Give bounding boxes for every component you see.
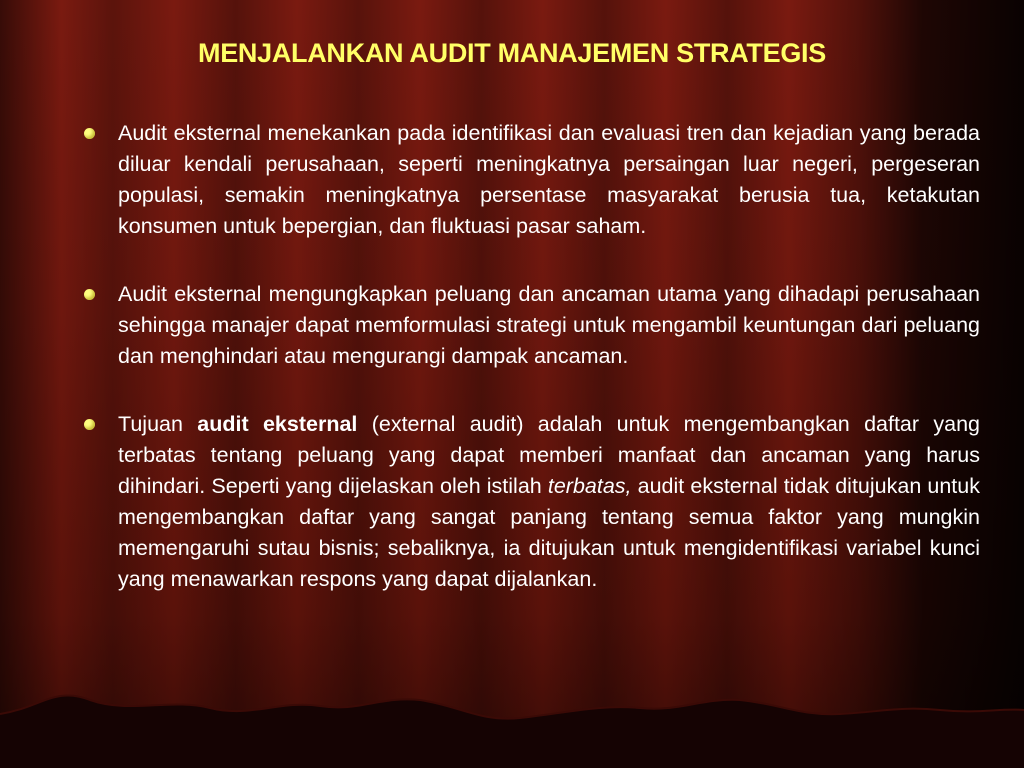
bullet-dot-icon	[84, 419, 95, 430]
bullet-text: Audit eksternal mengungkapkan peluang dan ancaman utama yang dihadapi perusahaan sehingga manajer dapat memformulasi strategi untuk mengambil keuntungan dari peluang dan menghindari atau mengurangi dampak ancaman.	[118, 282, 980, 368]
bullet-text-bold: audit eksternal	[197, 412, 358, 436]
bullet-text-part: audit eksternal tidak ditujukan untuk mengembangkan daftar yang sangat panjang tentang semua faktor yang mungkin memengaruhi sutau bisnis; sebaliknya, ia ditujukan untuk mengidentifikasi variabel kunci yang menawarkan respons yang dapat dijalankan.	[118, 474, 980, 591]
bullet-text-part: Tujuan	[118, 412, 198, 436]
bullet-item	[78, 279, 980, 372]
curtain-fringe	[0, 678, 1024, 768]
bullet-text-italic: terbatas,	[547, 474, 632, 498]
bullet-dot-icon	[84, 289, 95, 300]
slide-title: MENJALANKAN AUDIT MANAJEMEN STRATEGIS	[198, 38, 826, 68]
bullet-list	[78, 118, 980, 632]
bullet-item	[78, 409, 980, 595]
bullet-text-part: (external audit) adalah untuk mengembangkan daftar yang terbatas tentang peluang yang dapat memberi manfaat dan ancaman yang harus dihindari. Seperti yang dijelaskan oleh istilah	[118, 412, 981, 498]
bullet-text: Audit eksternal menekankan pada identifikasi dan evaluasi tren dan kejadian yang berada diluar kendali perusahaan, seperti meningkatnya persaingan luar negeri, pergeseran populasi, semakin meningkatnya persentase masyarakat berusia tua, ketakutan konsumen untuk bepergian, dan fluktuasi pasar saham.	[118, 121, 980, 238]
bullet-item	[78, 118, 980, 242]
bullet-dot-icon	[84, 128, 95, 139]
